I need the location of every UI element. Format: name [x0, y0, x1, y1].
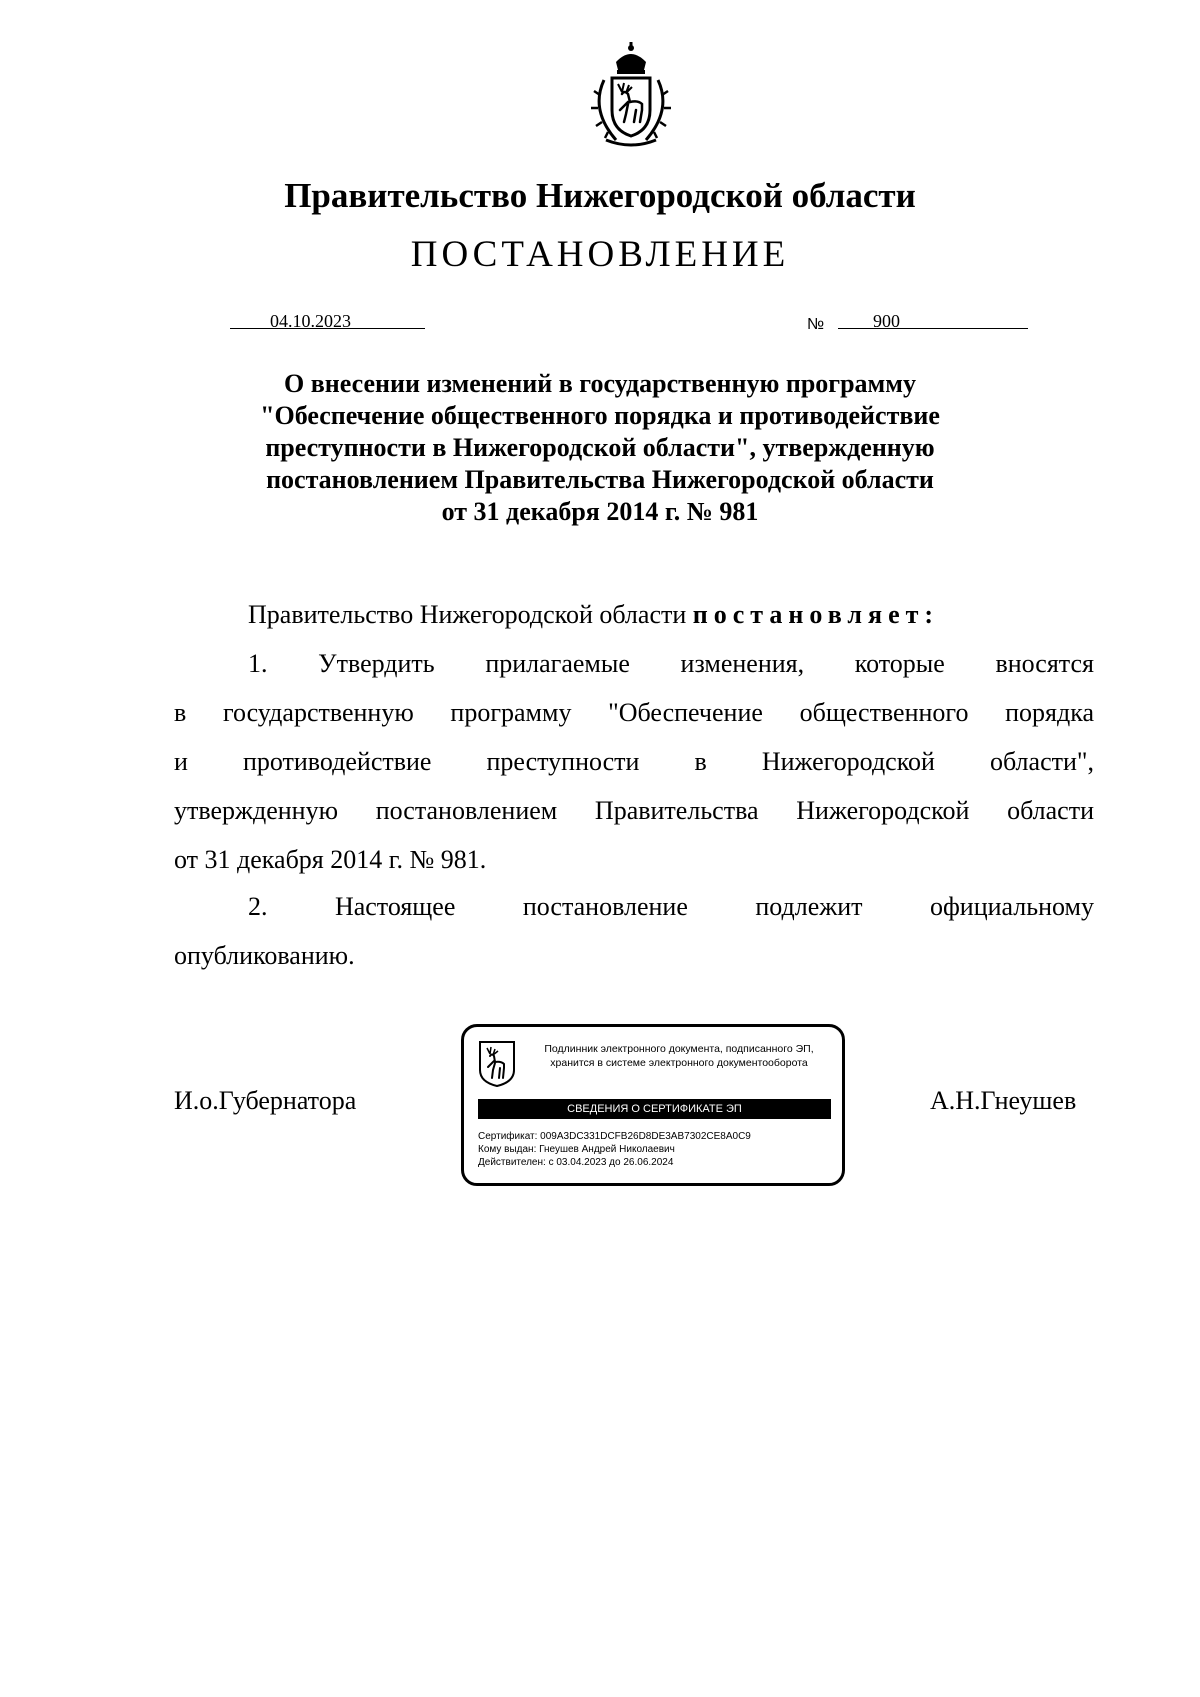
- intro-paragraph: [174, 590, 1094, 639]
- paragraph-line: опубликованию.: [174, 941, 355, 970]
- signatory-role: И.о.Губернатора: [174, 1086, 357, 1115]
- signatory-name: А.Н.Гнеушев: [930, 1086, 1077, 1115]
- heading-line: О внесении изменений в государственную программу: [284, 369, 916, 398]
- stamp-header-bar: СВЕДЕНИЯ О СЕРТИФИКАТЕ ЭП: [478, 1099, 831, 1119]
- stamp-caption: хранится в системе электронного документооборота: [550, 1057, 808, 1069]
- paragraph-line: утвержденную постановлением Правительства Нижегородской области: [174, 796, 1094, 825]
- intro-text: Правительство Нижегородской области: [248, 600, 693, 629]
- paragraph-line: от 31 декабря 2014 г. № 981.: [174, 845, 487, 874]
- coat-of-arms-emblem: [576, 40, 686, 150]
- heading-line: преступности в Нижегородской области", утвержденную: [265, 433, 935, 462]
- number-sign: №: [807, 316, 825, 333]
- ribbon-icon: [606, 140, 656, 145]
- paragraph-line: в государственную программу "Обеспечение общественного порядка: [174, 698, 1094, 727]
- document-date: 04.10.2023: [270, 311, 351, 331]
- heading-line: "Обеспечение общественного порядка и противодействие: [260, 401, 940, 430]
- crown-icon: [616, 42, 646, 74]
- stamp-emblem-icon: [478, 1040, 516, 1088]
- document-type: ПОСТАНОВЛЕНИЕ: [410, 234, 790, 275]
- shield-icon: [612, 78, 650, 136]
- number-underline: [838, 328, 1028, 329]
- electronic-signature-stamp: [461, 1024, 845, 1186]
- paragraph-line: 1. Утвердить прилагаемые изменения, которые вносятся: [248, 649, 1094, 678]
- stamp-certificate: Сертификат: 009A3DC331DCFB26D8DE3AB7302CE8A0C9: [478, 1131, 751, 1142]
- paragraph-item-1: [174, 639, 1094, 884]
- heading-line: постановлением Правительства Нижегородской области: [266, 465, 934, 494]
- paragraph-item-2: [174, 882, 1094, 980]
- stamp-caption: Подлинник электронного документа, подписанного ЭП,: [544, 1043, 814, 1055]
- document-number: 900: [873, 311, 900, 331]
- stamp-validity: Действителен: с 03.04.2023 до 26.06.2024: [478, 1157, 674, 1168]
- stamp-issued-to: Кому выдан: Гнеушев Андрей Николаевич: [478, 1144, 675, 1155]
- paragraph-line: и противодействие преступности в Нижегородской области",: [174, 747, 1094, 776]
- document-heading: [200, 368, 1000, 528]
- paragraph-line: 2. Настоящее постановление подлежит официальному: [248, 892, 1094, 921]
- heading-line: от 31 декабря 2014 г. № 981: [441, 497, 759, 526]
- intro-emphasis: постановляет:: [692, 600, 940, 629]
- page-title: Правительство Нижегородской области: [284, 176, 916, 215]
